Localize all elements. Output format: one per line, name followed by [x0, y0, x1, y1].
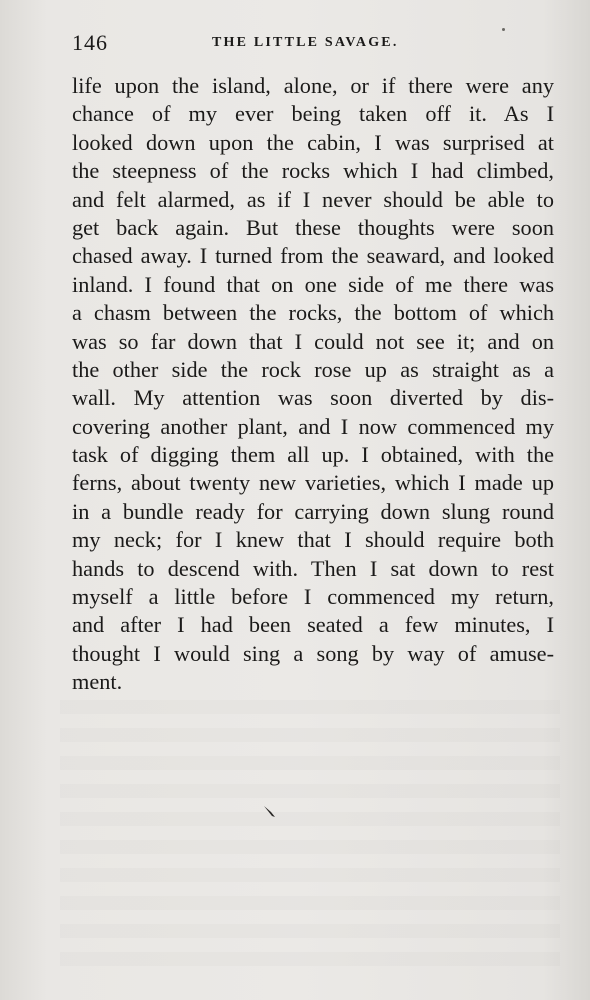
- text-line: ment.: [72, 669, 123, 695]
- text-line: myself a little before I commenced my return,: [72, 584, 554, 610]
- text-line: inland. I found that on one side of me there was: [72, 271, 554, 297]
- show-through-texture: [60, 700, 560, 970]
- text-line: chased away. I turned from the seaward, and looked: [72, 243, 554, 269]
- ink-blot: [262, 803, 278, 819]
- running-head: [72, 30, 556, 58]
- text-line: ferns, about twenty new varieties, which I made up: [72, 470, 554, 496]
- text-line: life upon the island, alone, or if there were any: [72, 73, 554, 98]
- text-line: task of digging them all up. I obtained, with the: [72, 442, 554, 468]
- text-line: the other side the rock rose up as straight as a: [72, 356, 554, 382]
- page-number: 146: [72, 30, 108, 55]
- text-line: my neck; for I knew that I should require both: [72, 527, 554, 553]
- text-line: looked down upon the cabin, I was surprised at: [72, 129, 554, 155]
- text-line: covering another plant, and I now commenced my: [72, 413, 554, 439]
- text-line: and after I had been seated a few minutes, I: [72, 612, 554, 638]
- text-line: the steepness of the rocks which I had climbed,: [72, 158, 554, 184]
- text-line: chance of my ever being taken off it. As I: [72, 101, 554, 127]
- body-text: [72, 72, 554, 697]
- text-line: get back again. But these thoughts were soon: [72, 214, 554, 240]
- text-line: in a bundle ready for carrying down slung round: [72, 498, 554, 524]
- text-line: a chasm between the rocks, the bottom of which: [72, 300, 554, 326]
- text-line: wall. My attention was soon diverted by dis-: [72, 385, 554, 411]
- text-line: thought I would sing a song by way of amuse-: [72, 640, 554, 666]
- text-line: and felt alarmed, as if I never should be able to: [72, 186, 554, 212]
- text-line: was so far down that I could not see it; and on: [72, 328, 554, 354]
- running-title: THE LITTLE SAVAGE.: [212, 35, 399, 50]
- text-line: hands to descend with. Then I sat down to rest: [72, 555, 554, 581]
